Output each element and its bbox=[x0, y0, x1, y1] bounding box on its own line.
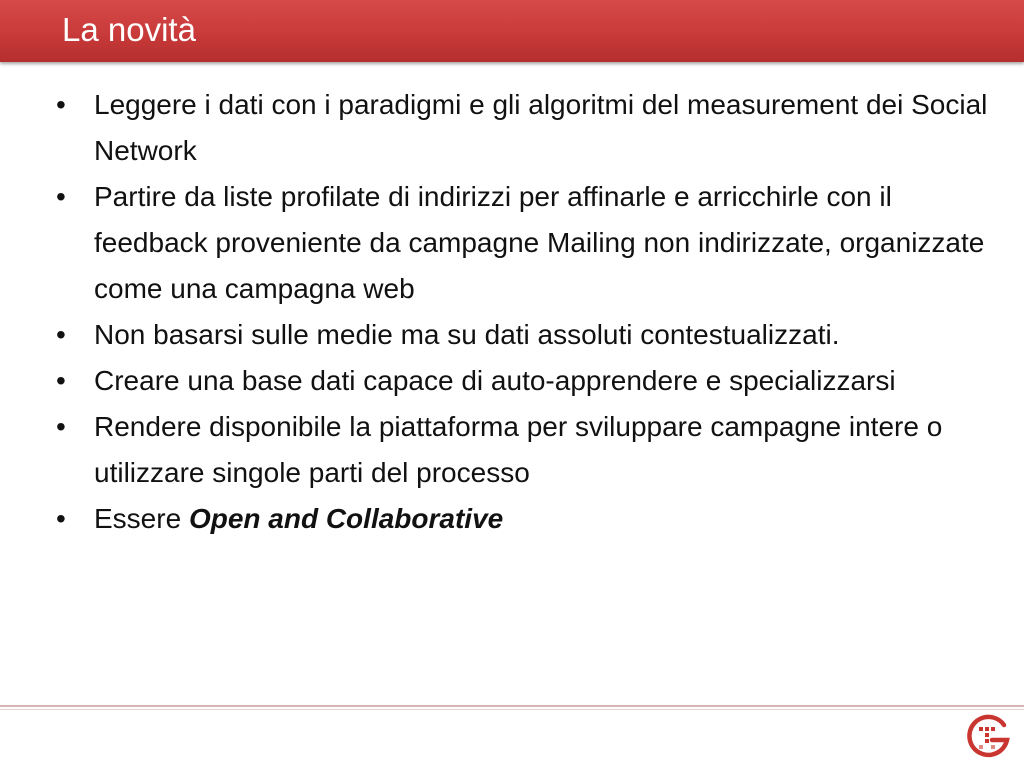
bullet-item bbox=[50, 82, 1000, 174]
title-bar bbox=[0, 0, 1024, 62]
bullet-text: Leggere i dati con i paradigmi e gli algoritmi del measurement dei Social Network bbox=[94, 89, 988, 166]
bullet-item bbox=[50, 174, 1000, 312]
bullet-list bbox=[50, 82, 1000, 542]
bullet-emphasis: Open and Collaborative bbox=[188, 503, 504, 534]
bullet-item bbox=[50, 312, 1000, 358]
bullet-text: Partire da liste profilate di indirizzi per affinarle e arricchirle con il feedback proveniente da campagne Mailing non indirizzate, organizzate come una campagna web bbox=[94, 181, 985, 304]
bullet-item bbox=[50, 404, 1000, 496]
bullet-text: Creare una base dati capace di auto-apprendere e specializzarsi bbox=[94, 365, 896, 396]
bullet-text: Rendere disponibile la piattaforma per sviluppare campagne intere o utilizzare singole parti del processo bbox=[94, 411, 943, 488]
bullet-item bbox=[50, 496, 1000, 542]
bullet-text: Essere bbox=[94, 503, 189, 534]
g-logo-icon bbox=[962, 710, 1014, 762]
slide-title: La novità bbox=[62, 11, 196, 48]
bullet-item bbox=[50, 358, 1000, 404]
footer-divider bbox=[0, 705, 1024, 707]
footer-divider-thin bbox=[0, 709, 1024, 710]
bullet-text: Non basarsi sulle medie ma su dati assoluti contestualizzati. bbox=[94, 319, 840, 350]
